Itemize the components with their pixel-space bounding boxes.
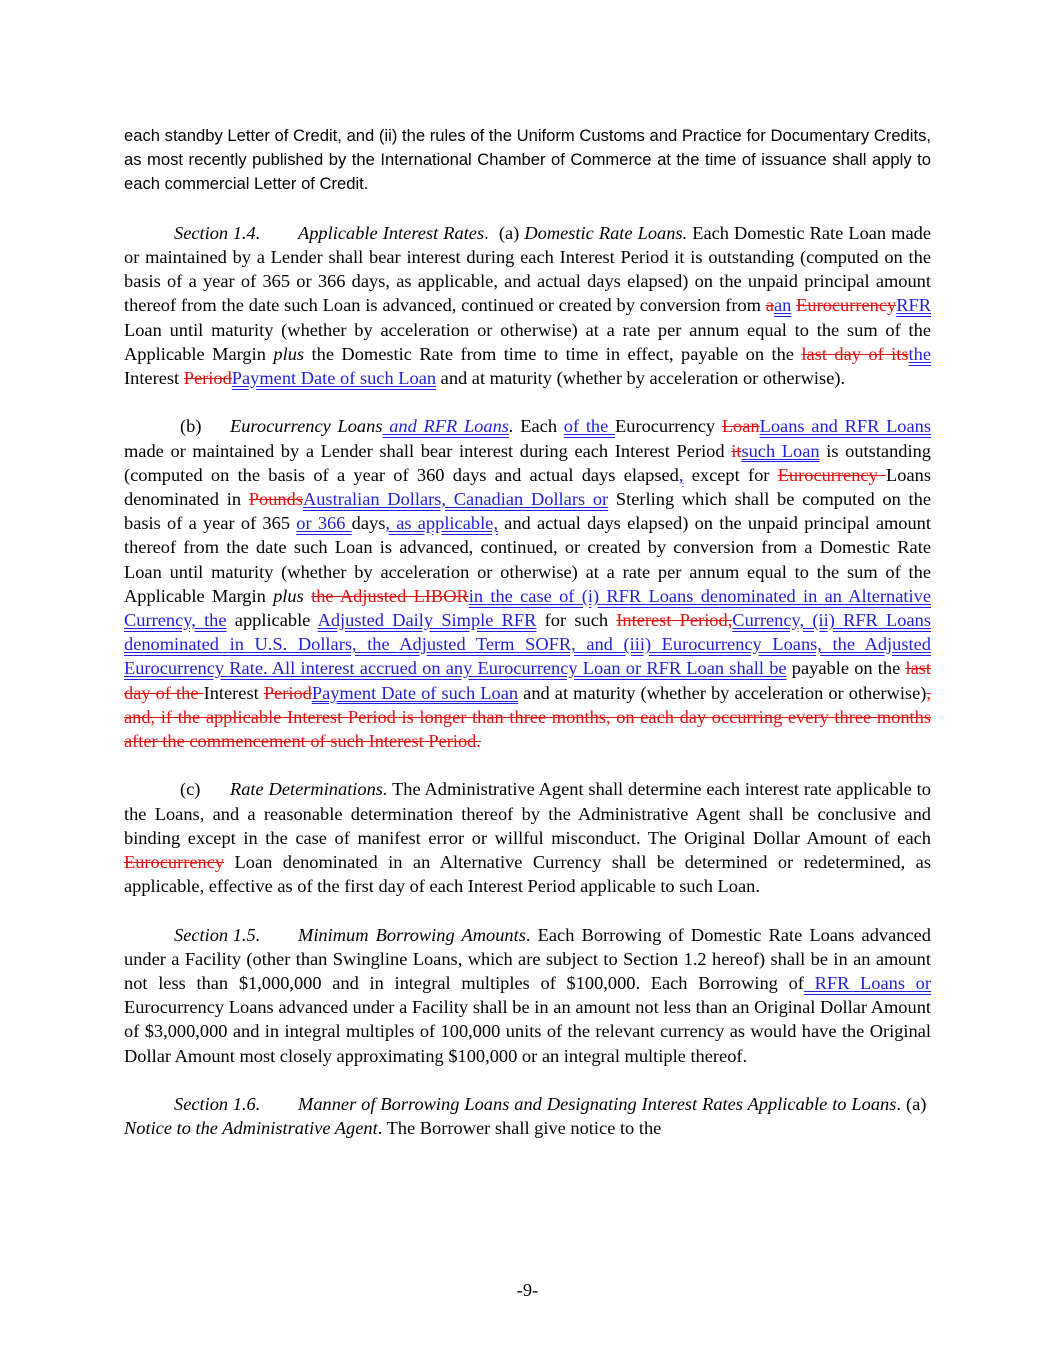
deleted-text: Eurocurrency xyxy=(796,295,897,316)
inserted-text: Loans and RFR Loans xyxy=(759,416,932,437)
deleted-text: Eurocurrency xyxy=(777,464,887,485)
section-number: Section 1.4. xyxy=(174,222,261,243)
text-run xyxy=(304,586,311,606)
subsection-label: (b) xyxy=(180,416,202,437)
text-run: Eurocurrency Loans advanced under a Facility shall be in an amount not less than an Original Dollar Amount of $3,000,000 and in integral multiples of 100,000 units of the relevant currency as would have the Original Dollar Amount most closely approximating $100,000 or an integral multiple thereof. xyxy=(124,997,931,1066)
deleted-text: Pounds xyxy=(248,489,303,510)
text-run: The Administrative Agent shall determine each interest rate applicable to the Loans, and a reasonable determination thereof by the Administrative Agent shall be conclusive and binding except in the case of manifest error or willful misconduct. The Original Dollar Amount of each xyxy=(124,779,931,848)
paragraph-letter-of-credit-rules xyxy=(124,124,931,197)
inserted-text: such Loan xyxy=(741,440,820,461)
inserted-text: of the xyxy=(563,416,616,437)
subsection-title-period: . xyxy=(508,416,514,437)
paragraph-text: each standby Letter of Credit, and (ii) the rules of the Uniform Customs and Practice for Documentary Credits, as most recently published by the International Chamber of Commerce at the time of issuance shall apply to each commercial Letter of Credit. xyxy=(124,126,931,194)
deleted-text: a xyxy=(765,295,774,316)
deleted-text: Eurocurrency xyxy=(124,852,225,873)
section-number: Section 1.5. xyxy=(174,924,261,945)
text-run: payable on the xyxy=(786,658,906,679)
inserted-text: RFR xyxy=(896,295,931,316)
subsection-label: (a) xyxy=(905,1094,927,1115)
text-run: Eurocurrency xyxy=(615,416,722,437)
text-run: . Each Borrowing of Domestic Rate Loans advanced under a Facility (other than Swingline Loans, which are subject to Section 1.2 hereof) shall be in an amount not less than $1,000,000 and in integral multiples of $100,000. Each Borrowing of xyxy=(124,924,931,994)
text-run: for such xyxy=(536,610,617,631)
text-run: . xyxy=(896,1094,906,1115)
plus-term: plus xyxy=(273,585,304,606)
deleted-text: the Adjusted LIBOR xyxy=(311,585,469,606)
inserted-text: or 366 xyxy=(296,513,352,534)
text-run: Each xyxy=(513,416,564,437)
page-number: -9- xyxy=(516,1280,539,1300)
text-run: except for xyxy=(683,464,778,485)
text-run: Each Domestic Rate Loan made or maintained by a Lender shall bear interest during each Interest Period it is outstanding (computed on the basis of a year of 365 or 366 days, as applicable, and actual days elapsed) on the unpaid principal amount thereof from the date such Loan is advanced, continued or created by conversion from xyxy=(124,222,932,316)
section-1-4-paragraph-c xyxy=(124,777,931,898)
text-run: days xyxy=(351,513,386,534)
text-run: applicable xyxy=(226,610,318,631)
section-1-5-paragraph xyxy=(124,923,931,1068)
inserted-text: and RFR Loans xyxy=(382,416,509,437)
inserted-text: Adjusted Daily Simple RFR xyxy=(317,610,537,631)
subsection-title: Notice to the Administrative Agent xyxy=(124,1118,378,1139)
inserted-text: Currency, (ii) RFR Loans denominated in U.S. Dollars, the Adjusted Term SOFR, and (iii) Eurocurrency Loans, the Adjusted Eurocurrency Rate. All interest accrued on any Eurocurrency Loan or RFR Loan shall be xyxy=(124,610,932,679)
section-1-6-paragraph xyxy=(124,1092,931,1140)
deleted-text: , and, if the applicable Interest Period is longer than three months, on each day occurring every three months after the commencement of such Interest Period. xyxy=(124,682,931,752)
subsection-title: Rate Determinations. xyxy=(230,779,388,800)
text-run: and actual days elapsed) on the unpaid principal amount thereof from the date such Loan is advanced, continued, or created by conversion from a Domestic Rate Loan until maturity (whether by acceleration or otherwise) at a rate per annum equal to the sum of the Applicable Margin xyxy=(124,513,931,606)
subsection-label: (c) xyxy=(180,779,201,800)
subsection-title: Eurocurrency Loans xyxy=(230,416,383,437)
subsection-label: (a) xyxy=(498,222,520,243)
text-run: . The Borrower shall give notice to the xyxy=(377,1118,662,1139)
text-run: and at maturity (whether by acceleration or otherwise). xyxy=(436,368,846,389)
text-run: Loan denominated in an Alternative Currency shall be determined or redetermined, as applicable, effective as of the first day of each Interest Period applicable to such Loan. xyxy=(124,852,931,897)
text-run: Loan until maturity (whether by acceleration or otherwise) at a rate per annum equal to the sum of the Applicable Margin xyxy=(124,319,931,364)
section-title: Applicable Interest Rates xyxy=(298,222,485,243)
deleted-text: Period xyxy=(183,368,232,389)
deleted-text: it xyxy=(731,440,742,461)
plus-term: plus xyxy=(273,343,305,364)
inserted-text: Payment Date of such Loan xyxy=(231,368,437,389)
text-run: Loans denominated in xyxy=(124,464,931,510)
text-run: Interest xyxy=(124,368,184,389)
section-title: Manner of Borrowing Loans and Designating Interest Rates Applicable to Loans xyxy=(298,1094,897,1115)
inserted-text: , xyxy=(678,464,684,485)
section-title: Minimum Borrowing Amounts xyxy=(298,924,526,945)
deleted-text: last day of its xyxy=(801,343,909,364)
subsection-title: Domestic Rate Loans. xyxy=(524,222,688,243)
text-run: the Domestic Rate from time to time in effect, payable on the xyxy=(304,343,802,364)
inserted-text: RFR Loans or xyxy=(803,973,931,994)
inserted-text: , as applicable, xyxy=(385,513,498,534)
deleted-text: Period xyxy=(263,682,312,703)
deleted-text: Interest Period, xyxy=(616,610,733,631)
text-run: and at maturity (whether by acceleration or otherwise) xyxy=(518,682,927,703)
inserted-text: Payment Date of such Loan xyxy=(311,682,519,703)
deleted-text: last day of the xyxy=(124,658,932,703)
inserted-text: Australian Dollars, Canadian Dollars or xyxy=(302,489,609,510)
inserted-text: the xyxy=(908,343,931,364)
text-run: made or maintained by a Lender shall bear interest during each Interest Period xyxy=(124,440,732,461)
inserted-text: in the case of (i) RFR Loans denominated in an Alternative Currency, the xyxy=(124,585,931,631)
section-1-4-paragraph-b xyxy=(124,414,931,753)
text-run: Interest xyxy=(203,682,264,703)
document-page xyxy=(124,124,931,1165)
section-1-4-paragraph-a: Section 1.4. Applicable Interest Rates. (a) Domestic Rate Loans. Each Domestic Rate Loan made or maintained by a Lender shall bear interest during each Interest Period it is outstanding (computed on the basis of a year of 365 or 366 days, as applicable, and actual days elapsed) on the unpaid principal amount thereof from the date such Loan is advanced, continued or created by conversion from aan EurocurrencyRFR Loan until maturity (whether by acceleration or otherwise) at a rate per annum equal to the sum of the Applicable Margin plus the Domestic Rate from time to time in effect, payable on the last day of itsthe Interest PeriodPayment Date of such Loan and at maturity (whether by acceleration or otherwise). xyxy=(124,222,932,389)
text-run: Sterling which shall be computed on the basis of a year of 365 xyxy=(124,489,931,534)
inserted-text: an xyxy=(773,295,792,316)
section-number: Section 1.6. xyxy=(174,1094,261,1115)
deleted-text: Loan xyxy=(721,416,760,437)
text-run: is outstanding (computed on the basis of a year of 360 days and actual days elapsed xyxy=(124,440,931,485)
